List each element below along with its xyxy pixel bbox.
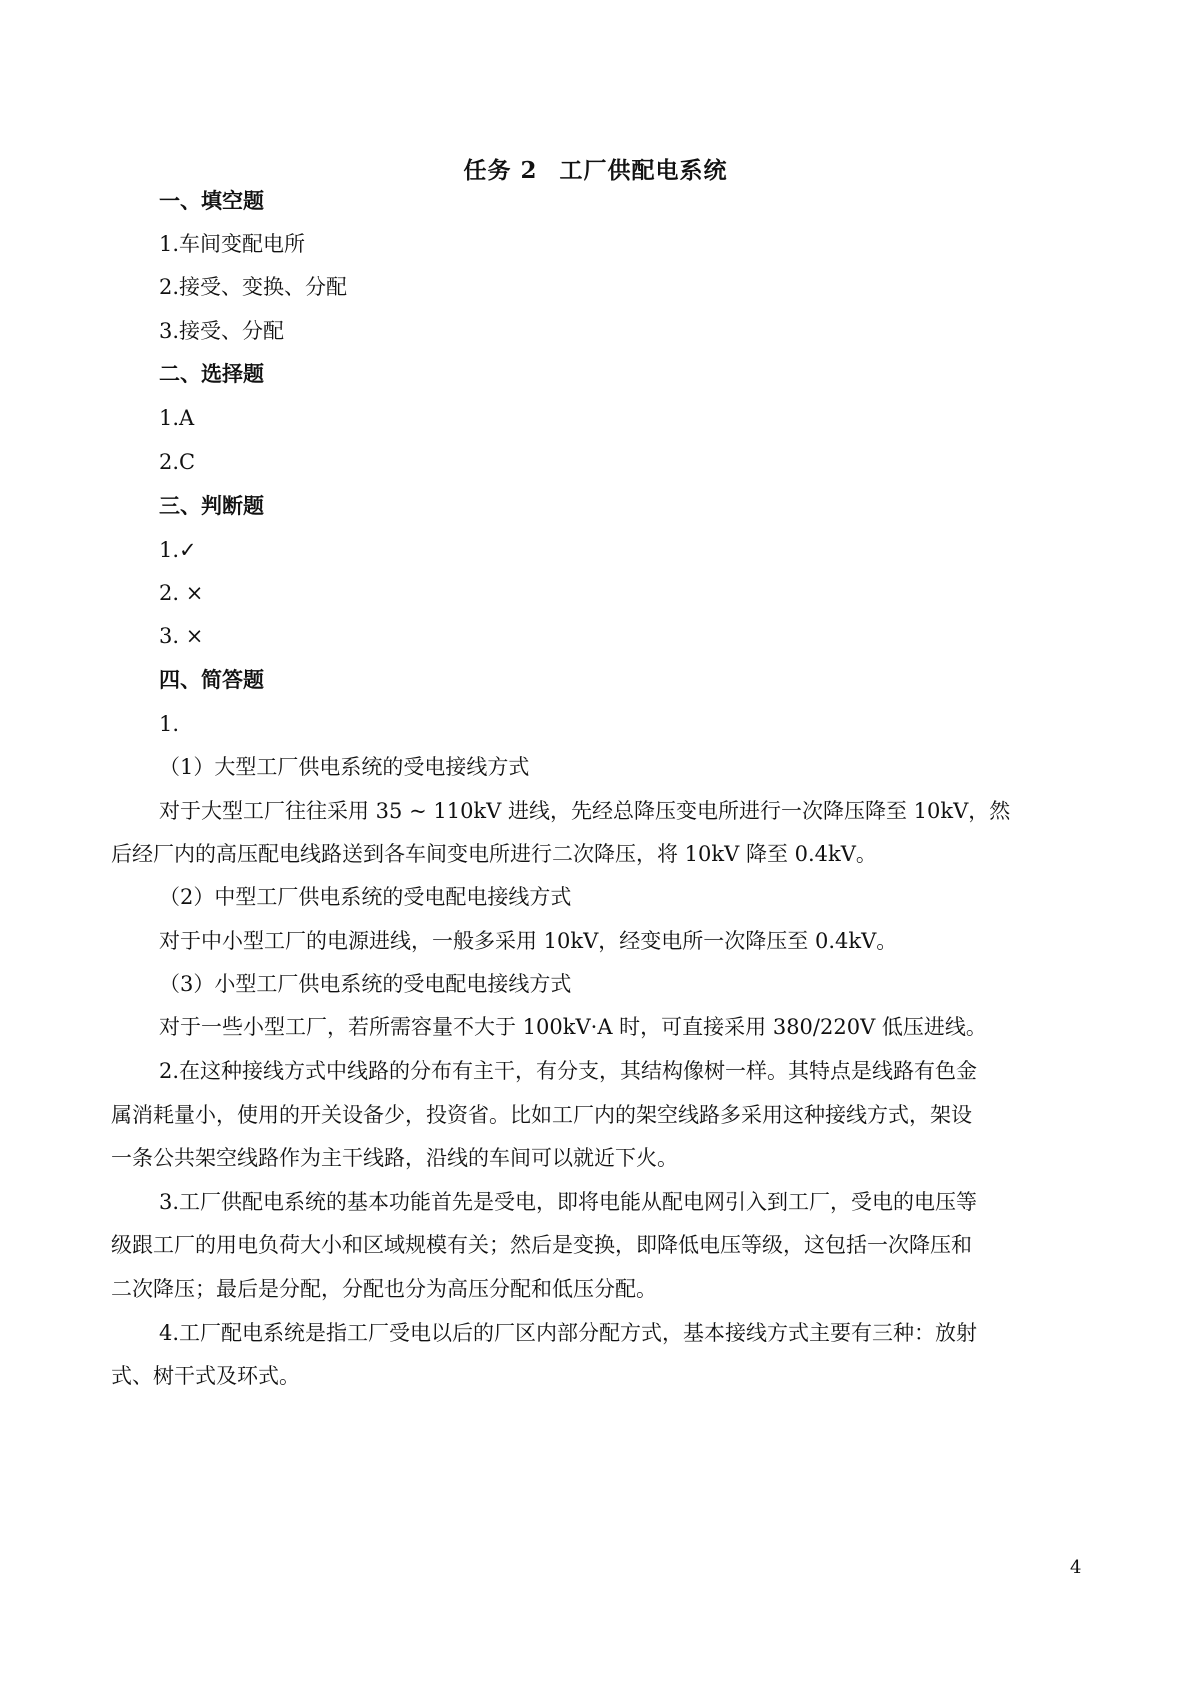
answer-line: 4.工厂配电系统是指工厂受电以后的厂区内部分配方式，基本接线方式主要有三种：放射 bbox=[159, 1321, 978, 1345]
answer-line: 后经厂内的高压配电线路送到各车间变电所进行二次降压，将 10kV 降至 0.4kV。 bbox=[111, 842, 877, 866]
list-item: 2. × bbox=[159, 581, 204, 605]
list-item: 2.C bbox=[159, 450, 196, 474]
answer-line: 级跟工厂的用电负荷大小和区域规模有关；然后是变换，即降低电压等级，这包括一次降压和 bbox=[111, 1233, 972, 1257]
answer-line: 3.工厂供配电系统的基本功能首先是受电，即将电能从配电网引入到工厂，受电的电压等 bbox=[159, 1190, 978, 1214]
page-title bbox=[0, 152, 1191, 185]
answer-line: （1）大型工厂供电系统的受电接线方式 bbox=[159, 755, 530, 779]
answer-line: 1. bbox=[159, 712, 180, 736]
list-item: 1.✓ bbox=[159, 538, 197, 562]
list-item: 1.A bbox=[159, 406, 195, 430]
answer-line: 一条公共架空线路作为主干线路，沿线的车间可以就近下火。 bbox=[111, 1146, 678, 1170]
answer-line: 式、树干式及环式。 bbox=[111, 1364, 300, 1388]
section-heading-choice: 二、选择题 bbox=[159, 361, 264, 386]
answer-line: 对于中小型工厂的电源进线，一般多采用 10kV，经变电所一次降压至 0.4kV。 bbox=[159, 929, 898, 953]
list-item: 2.接受、变换、分配 bbox=[159, 275, 348, 299]
answer-line: （3）小型工厂供电系统的受电配电接线方式 bbox=[159, 972, 572, 996]
section-heading-short: 四、简答题 bbox=[159, 667, 264, 692]
answer-line: 2.在这种接线方式中线路的分布有主干，有分支，其结构像树一样。其特点是线路有色金 bbox=[159, 1059, 978, 1083]
section-heading-judge: 三、判断题 bbox=[159, 493, 264, 518]
answer-line: 对于一些小型工厂，若所需容量不大于 100kV·A 时，可直接采用 380/220V 低压进线。 bbox=[159, 1015, 987, 1039]
list-item: 3. × bbox=[159, 624, 204, 648]
answer-line: 二次降压；最后是分配，分配也分为高压分配和低压分配。 bbox=[111, 1277, 657, 1301]
list-item: 1.车间变配电所 bbox=[159, 232, 306, 256]
page-number: 4 bbox=[1070, 1557, 1082, 1578]
title-task: 任务 2 bbox=[463, 157, 538, 184]
answer-line: 属消耗量小，使用的开关设备少，投资省。比如工厂内的架空线路多采用这种接线方式，架设 bbox=[111, 1103, 972, 1127]
answer-line: 对于大型工厂往往采用 35 ~ 110kV 进线，先经总降压变电所进行一次降压降至 10kV，然 bbox=[159, 799, 1011, 823]
answer-line: （2）中型工厂供电系统的受电配电接线方式 bbox=[159, 885, 572, 909]
list-item: 3.接受、分配 bbox=[159, 319, 285, 343]
section-heading-fill: 一、填空题 bbox=[159, 188, 264, 213]
title-name: 工厂供配电系统 bbox=[559, 157, 728, 184]
